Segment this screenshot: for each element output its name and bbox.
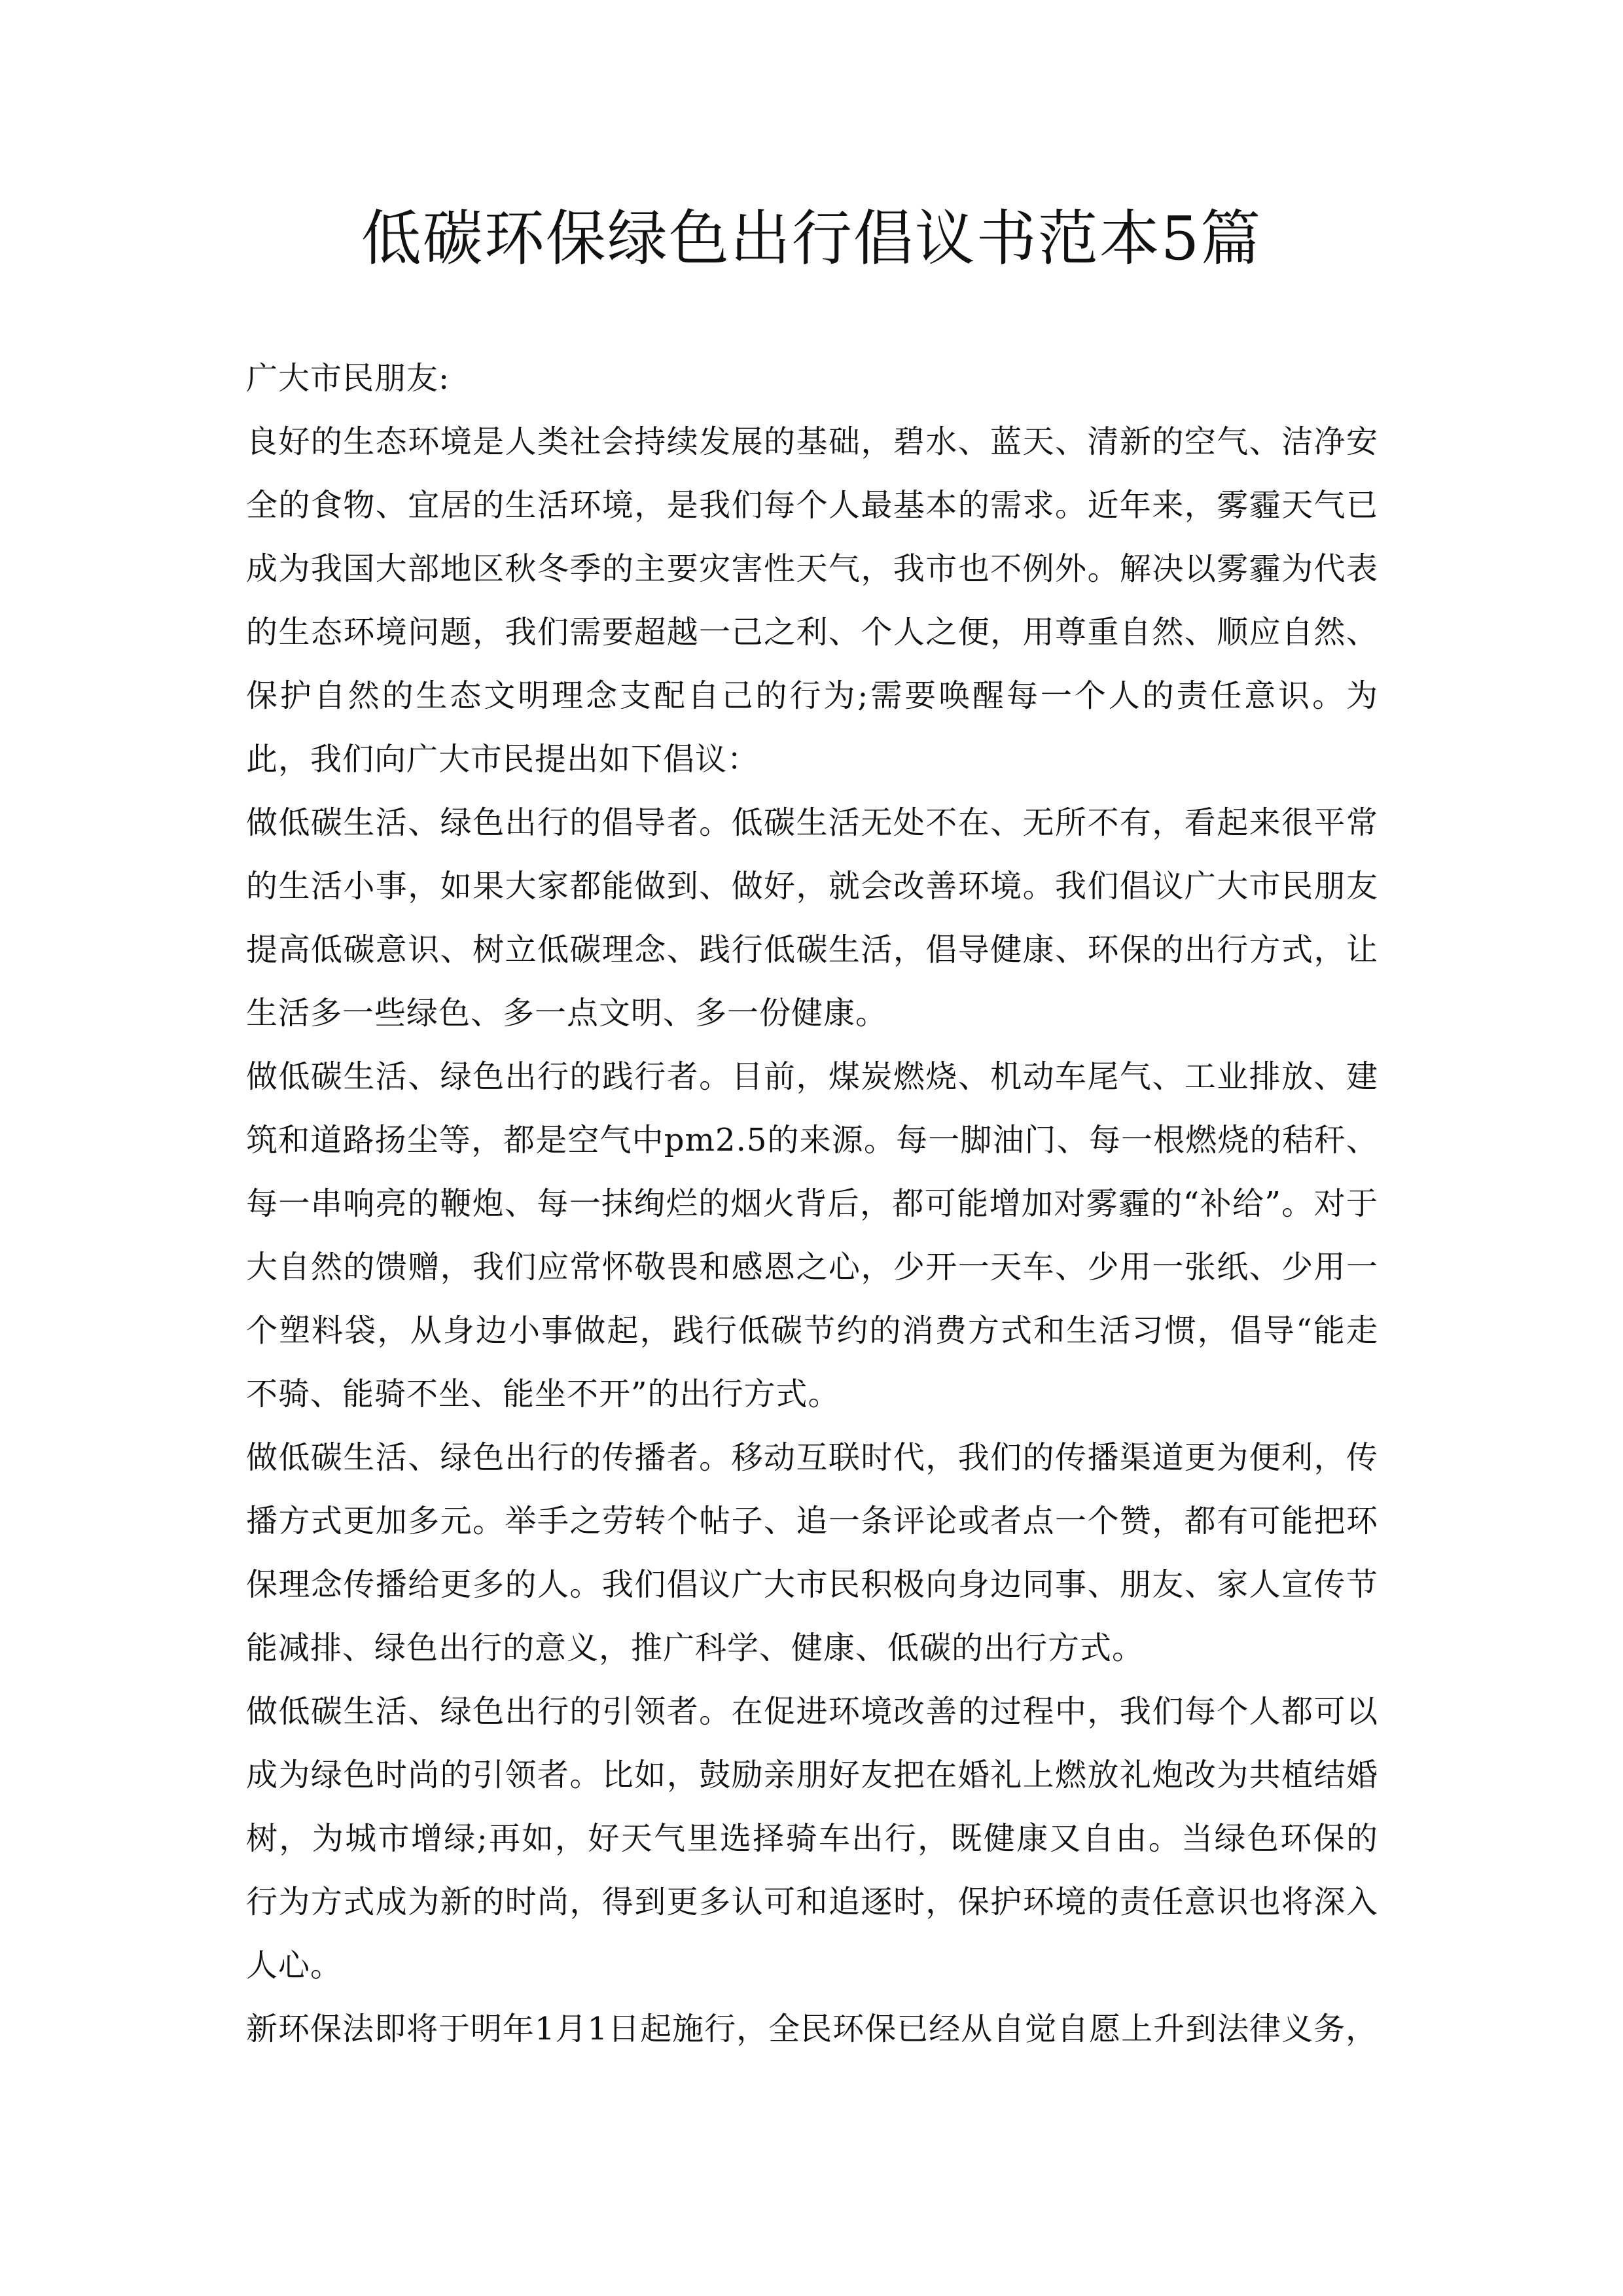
document-body xyxy=(246,347,1378,2061)
paragraph-advocate: 做低碳生活、绿色出行的倡导者。低碳生活无处不在、无所不有，看起来很平常的生活小事，如果大家都能做到、做好，就会改善环境。我们倡议广大市民朋友提高低碳意识、树立低碳理念、践行低碳生活，倡导健康、环保的出行方式，让生活多一些绿色、多一点文明、多一份健康。 xyxy=(246,804,1378,1031)
paragraph-practitioner: 做低碳生活、绿色出行的践行者。目前，煤炭燃烧、机动车尾气、工业排放、建筑和道路扬尘等，都是空气中pm2.5的来源。每一脚油门、每一根燃烧的秸秆、每一串响亮的鞭炮、每一抹绚烂的烟火背后，都可能增加对雾霾的“补给”。对于大自然的馈赠，我们应常怀敬畏和感恩之心，少开一天车、少用一张纸、少用一个塑料袋，从身边小事做起，践行低碳节约的消费方式和生活习惯，倡导“能走不骑、能骑不坐、能坐不开”的出行方式。 xyxy=(246,1058,1378,1412)
paragraph-leader: 做低碳生活、绿色出行的引领者。在促进环境改善的过程中，我们每个人都可以成为绿色时尚的引领者。比如，鼓励亲朋好友把在婚礼上燃放礼炮改为共植结婚树，为城市增绿;再如，好天气里选择骑车出行，既健康又自由。当绿色环保的行为方式成为新的时尚，得到更多认可和追逐时，保护环境的责任意识也将深入人心。 xyxy=(246,1693,1378,1984)
paragraph-intro: 良好的生态环境是人类社会持续发展的基础，碧水、蓝天、清新的空气、洁净安全的食物、宜居的生活环境，是我们每个人最基本的需求。近年来，雾霾天气已成为我国大部地区秋冬季的主要灾害性天气，我市也不例外。解决以雾霾为代表的生态环境问题，我们需要超越一己之利、个人之便，用尊重自然、顺应自然、保护自然的生态文明理念支配自己的行为;需要唤醒每一个人的责任意识。为此，我们向广大市民提出如下倡议： xyxy=(246,423,1378,778)
paragraph-new-law: 新环保法即将于明年1月1日起施行，全民环保已经从自觉自愿上升到法律义务， xyxy=(246,2011,1378,2047)
salutation: 广大市民朋友: xyxy=(246,360,450,397)
document-title: 低碳环保绿色出行倡议书范本5篇 xyxy=(361,204,1262,274)
paragraph-communicator: 做低碳生活、绿色出行的传播者。移动互联时代，我们的传播渠道更为便利，传播方式更加多元。举手之劳转个帖子、追一条评论或者点一个赞，都有可能把环保理念传播给更多的人。我们倡议广大市民积极向身边同事、朋友、家人宣传节能减排、绿色出行的意义，推广科学、健康、低碳的出行方式。 xyxy=(246,1439,1378,1666)
